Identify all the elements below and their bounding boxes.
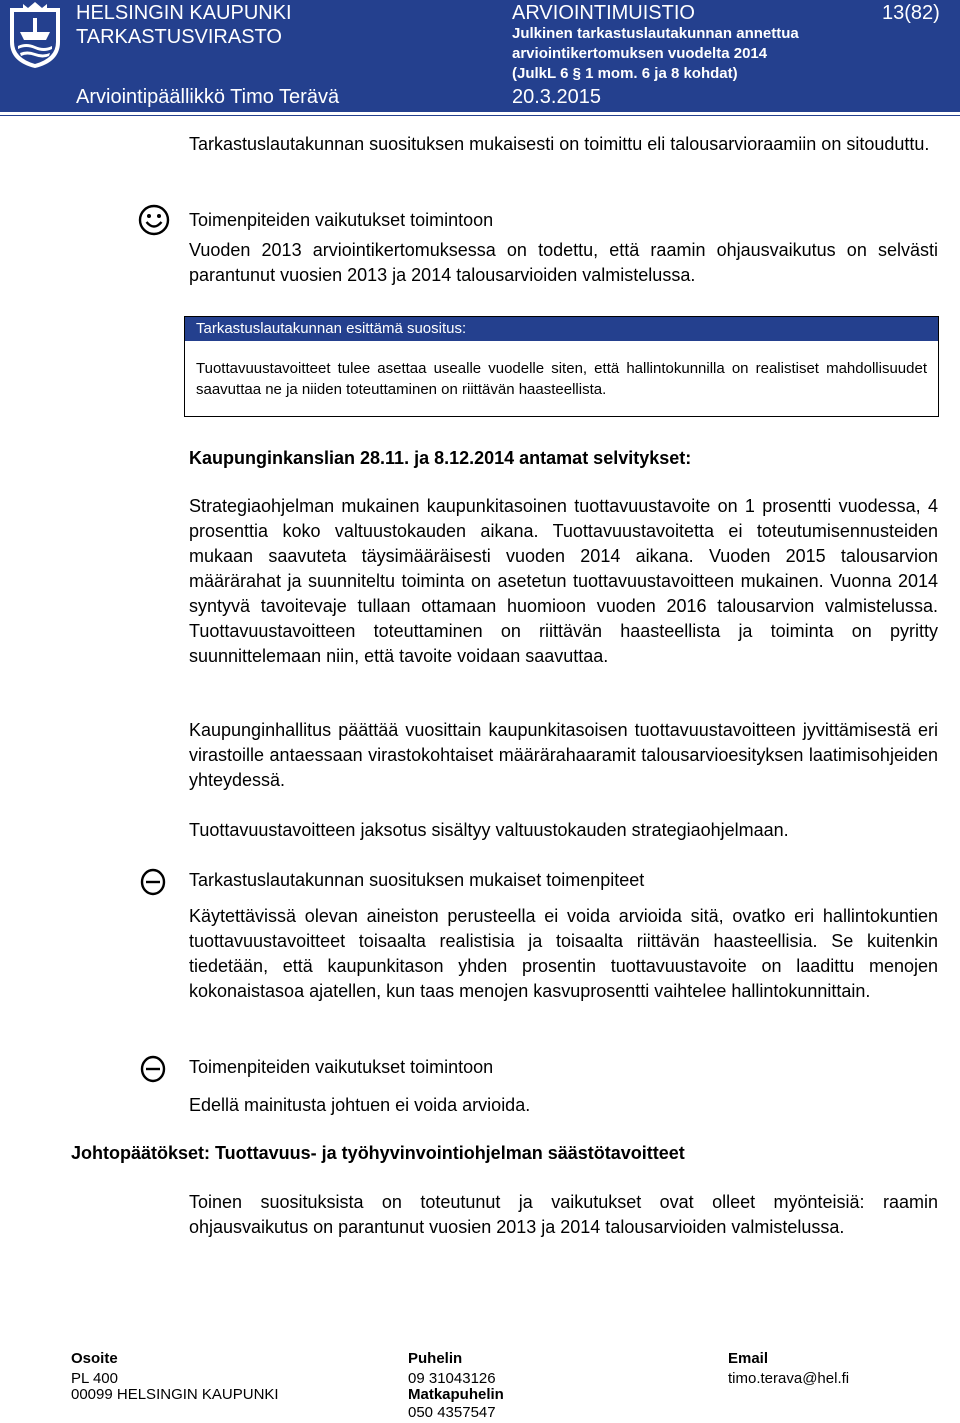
conclusion-text: Toinen suosituksista on toteutunut ja vaikutukset ovat olleet myönteisiä: raamin ohjausvaikutus on parantunut vuosien 2013 ja 2014 talousarvioiden valmistelussa.	[189, 1192, 938, 1237]
document-type: ARVIOINTIMUISTIO	[512, 2, 695, 24]
header-divider-line	[0, 115, 960, 116]
statement-paragraph-2: Kaupunginhallitus päättää vuosittain kaupunkitasoisen tuottavuustavoitteen jyvittämisestä eri virastoille antaessaan virastokohtaiset määrärahaaramit talousarvioesityksen laatimisohjeiden yhteydessä.	[189, 720, 938, 790]
footer-address-label: Osoite	[71, 1350, 118, 1367]
section-text-actions: Käytettävissä olevan aineiston perusteella ei voida arvioida sitä, ovatko eri hallintokuntien tuottavuustavoitteet toisaalta realistisia ja toisaalta riittävän haasteellisia. Se kuitenkin tiedetään, että kaupunkitason yhden prosentin tuottavuustavoite on laadittu menojen kokonaistasoa ajatellen, kun taas menojen kasvuprosentti vaihtelee hallintokunnittain.	[189, 906, 938, 1001]
section-heading-actions: Tarkastuslautakunnan suosituksen mukaiset toimenpiteet	[189, 870, 645, 890]
document-status-line-2: arviointikertomuksen vuodelta 2014	[512, 45, 768, 62]
page-number: 13(82)	[882, 2, 940, 24]
org-name: HELSINGIN KAUPUNKI	[76, 2, 292, 24]
section-text-effects: Vuoden 2013 arviointikertomuksessa on todettu, että raamin ohjausvaikutus on selvästi parantunut vuosien 2013 ja 2014 talousarvioiden valmistelussa.	[189, 240, 938, 285]
recommendation-box	[184, 316, 939, 417]
smiley-icon	[138, 204, 170, 236]
footer-address-line-1: PL 400	[71, 1370, 118, 1387]
section-heading-effects: Toimenpiteiden vaikutukset toimintoon	[189, 210, 494, 230]
statement-paragraph-1: Strategiaohjelman mukainen kaupunkitasoinen tuottavuustavoite on 1 prosentti vuodessa, 4 prosenttia koko valtuustokauden aikana. Tuottavuustavoitetta ei toteutumisennusteiden mukaan saavuteta täysimääräisesti vuoden 2014 aikana. Vuoden 2015 talousarvion määrärahat ja suunniteltu toiminta on asetetun tuottavuustavoitteen mukainen. Vuonna 2014 syntyvä tavoitevaje tullaan ottamaan huomioon vuoden 2016 talousarvion valmistelussa. Tuottavuustavoitteen toteuttaminen on riittävän haasteellista ja toiminta on pyritty suunnittelemaan niin, että tavoite voidaan saavuttaa.	[189, 496, 938, 666]
section-heading-effects-2: Toimenpiteiden vaikutukset toimintoon	[189, 1057, 494, 1077]
footer-email-link[interactable]: timo.terava@hel.fi	[728, 1370, 850, 1387]
document-date: 20.3.2015	[512, 86, 601, 108]
footer-phone-label: Puhelin	[408, 1350, 463, 1367]
recommendation-text: Tuottavuustavoitteet tulee asettaa usealle vuodelle siten, että hallintokunnilla on realistiset mahdollisuudet saavuttaa ne ja niiden toteuttaminen on riittävän haasteellista.	[196, 360, 927, 398]
statement-paragraph-3: Tuottavuustavoitteen jaksotus sisältyy valtuustokauden strategiaohjelmaan.	[189, 820, 789, 840]
conclusion-heading: Johtopäätökset: Tuottavuus- ja työhyvinvointiohjelman säästötavoitteet	[71, 1143, 685, 1163]
footer-email-label: Email	[728, 1350, 769, 1367]
footer-mobile: 050 4357547	[408, 1404, 496, 1421]
document-status-line-3: (JulkL 6 § 1 mom. 6 ja 8 kohdat)	[512, 65, 738, 82]
author: Arviointipäällikkö Timo Terävä	[76, 86, 340, 108]
footer-address-line-2: 00099 HELSINGIN KAUPUNKI	[71, 1386, 279, 1403]
statements-heading: Kaupunginkanslian 28.11. ja 8.12.2014 antamat selvitykset:	[189, 448, 692, 468]
document-status-line-1: Julkinen tarkastuslautakunnan annettua	[512, 25, 799, 42]
recommendation-title: Tarkastuslautakunnan esittämä suositus:	[185, 317, 938, 341]
department-name: TARKASTUSVIRASTO	[76, 26, 282, 48]
footer-mobile-label: Matkapuhelin	[408, 1386, 504, 1403]
helsinki-crest-icon	[6, 2, 64, 70]
intro-paragraph: Tarkastuslautakunnan suosituksen mukaisesti on toimittu eli talousarvioraamiin on sitouduttu.	[189, 134, 930, 154]
section-text-effects-2: Edellä mainitusta johtuen ei voida arvioida.	[189, 1095, 531, 1115]
minus-icon	[140, 868, 166, 896]
minus-icon	[140, 1055, 166, 1083]
footer-phone: 09 31043126	[408, 1370, 496, 1387]
